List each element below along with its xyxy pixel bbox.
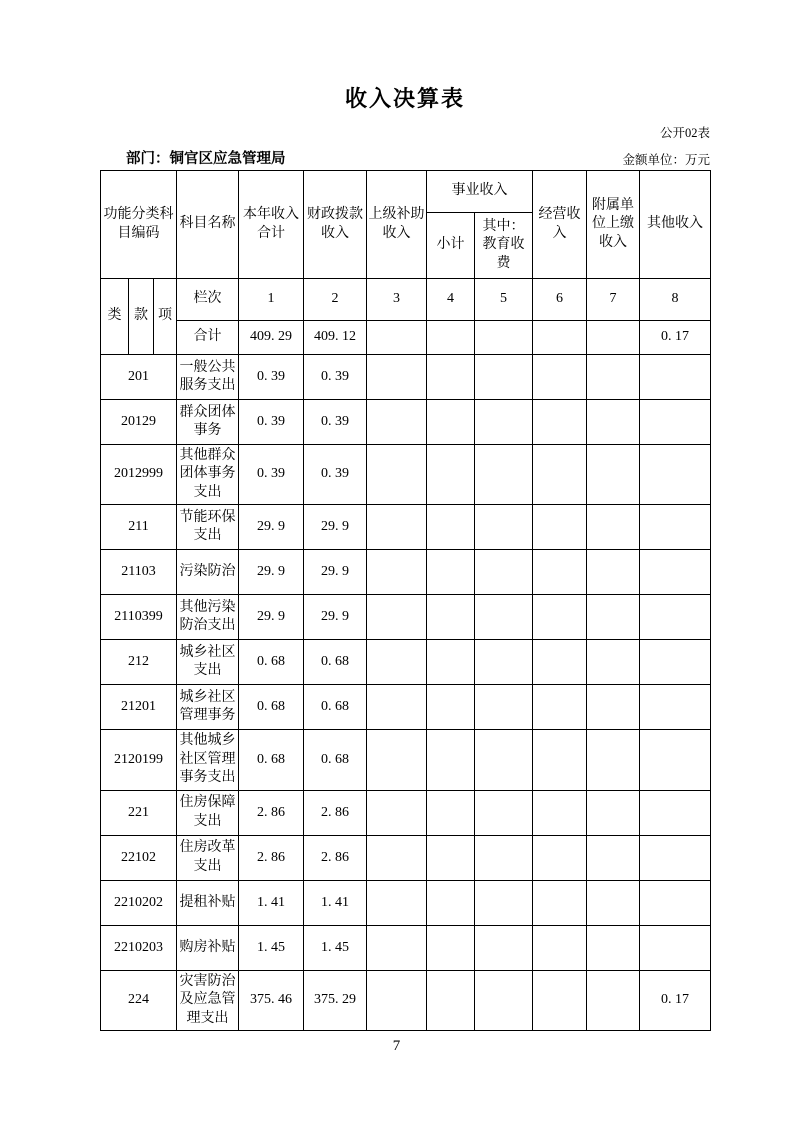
value-cell xyxy=(587,595,640,640)
lanci-number: 5 xyxy=(475,279,533,321)
function-code-cell: 2012999 xyxy=(101,445,177,505)
value-cell xyxy=(367,685,427,730)
value-cell: 0. 39 xyxy=(239,355,304,400)
value-cell xyxy=(475,595,533,640)
value-cell: 29. 9 xyxy=(304,505,367,550)
value-cell: 29. 9 xyxy=(239,595,304,640)
value-cell xyxy=(475,400,533,445)
value-cell xyxy=(427,400,475,445)
lanci-number: 7 xyxy=(587,279,640,321)
value-cell xyxy=(640,880,711,925)
total-value: 0. 17 xyxy=(640,321,711,355)
total-value xyxy=(475,321,533,355)
value-cell xyxy=(367,790,427,835)
total-value xyxy=(587,321,640,355)
col-header-superior-subsidy: 上级补助收入 xyxy=(367,171,427,279)
value-cell xyxy=(533,790,587,835)
value-cell xyxy=(640,505,711,550)
value-cell: 0. 68 xyxy=(304,685,367,730)
col-header-fiscal-appropriation: 财政拨款收入 xyxy=(304,171,367,279)
subject-name-cell: 城乡社区管理事务 xyxy=(177,685,239,730)
value-cell: 0. 68 xyxy=(304,640,367,685)
value-cell xyxy=(367,445,427,505)
value-cell xyxy=(427,445,475,505)
table-row xyxy=(101,400,711,445)
col-header-year-income-total: 本年收入合计 xyxy=(239,171,304,279)
function-code-cell: 224 xyxy=(101,970,177,1030)
value-cell: 0. 39 xyxy=(239,400,304,445)
table-row xyxy=(101,925,711,970)
value-cell xyxy=(587,550,640,595)
value-cell: 2. 86 xyxy=(239,835,304,880)
value-cell xyxy=(533,445,587,505)
value-cell xyxy=(640,550,711,595)
total-value xyxy=(427,321,475,355)
value-cell xyxy=(427,925,475,970)
value-cell xyxy=(640,355,711,400)
meta-line xyxy=(100,147,710,168)
value-cell: 29. 9 xyxy=(304,550,367,595)
subject-name-cell: 其他群众团体事务支出 xyxy=(177,445,239,505)
header-row-1 xyxy=(101,171,711,213)
table-body xyxy=(101,279,711,1031)
value-cell xyxy=(475,685,533,730)
value-cell xyxy=(587,685,640,730)
table-row xyxy=(101,445,711,505)
value-cell xyxy=(587,925,640,970)
total-value xyxy=(533,321,587,355)
subject-name-cell: 其他污染防治支出 xyxy=(177,595,239,640)
value-cell: 29. 9 xyxy=(239,505,304,550)
value-cell: 0. 39 xyxy=(304,355,367,400)
function-code-cell: 22102 xyxy=(101,835,177,880)
function-code-cell: 221 xyxy=(101,790,177,835)
value-cell xyxy=(367,505,427,550)
value-cell xyxy=(367,355,427,400)
lanci-row xyxy=(101,279,711,321)
value-cell xyxy=(475,355,533,400)
function-code-cell: 201 xyxy=(101,355,177,400)
value-cell xyxy=(640,685,711,730)
value-cell: 1. 45 xyxy=(304,925,367,970)
value-cell: 29. 9 xyxy=(304,595,367,640)
value-cell xyxy=(367,730,427,790)
value-cell xyxy=(475,640,533,685)
value-cell xyxy=(367,640,427,685)
value-cell: 0. 68 xyxy=(239,730,304,790)
value-cell xyxy=(640,640,711,685)
table-row xyxy=(101,835,711,880)
value-cell: 1. 45 xyxy=(239,925,304,970)
subject-name-cell: 灾害防治及应急管理支出 xyxy=(177,970,239,1030)
value-cell xyxy=(475,550,533,595)
value-cell xyxy=(427,835,475,880)
subject-name-cell: 住房改革支出 xyxy=(177,835,239,880)
table-row xyxy=(101,730,711,790)
value-cell xyxy=(427,595,475,640)
value-cell xyxy=(640,790,711,835)
col-header-business-edu-fee: 其中：教育收费 xyxy=(475,213,533,279)
value-cell xyxy=(640,595,711,640)
value-cell xyxy=(475,730,533,790)
function-code-cell: 21201 xyxy=(101,685,177,730)
value-cell xyxy=(427,790,475,835)
total-label: 合计 xyxy=(177,321,239,355)
function-code-cell: 2110399 xyxy=(101,595,177,640)
value-cell xyxy=(640,925,711,970)
value-cell xyxy=(587,505,640,550)
document-content xyxy=(100,0,710,1031)
table-header xyxy=(101,171,711,279)
value-cell xyxy=(475,880,533,925)
value-cell xyxy=(427,505,475,550)
value-cell xyxy=(587,355,640,400)
lanci-number: 4 xyxy=(427,279,475,321)
value-cell: 1. 41 xyxy=(304,880,367,925)
income-final-accounts-table xyxy=(100,170,711,1031)
value-cell xyxy=(427,685,475,730)
value-cell: 29. 9 xyxy=(239,550,304,595)
subject-name-cell: 节能环保支出 xyxy=(177,505,239,550)
func-sub-section: 款 xyxy=(129,279,154,355)
lanci-number: 1 xyxy=(239,279,304,321)
value-cell xyxy=(587,640,640,685)
table-row xyxy=(101,640,711,685)
lanci-number: 8 xyxy=(640,279,711,321)
function-code-cell: 2210203 xyxy=(101,925,177,970)
function-code-cell: 21103 xyxy=(101,550,177,595)
subject-name-cell: 群众团体事务 xyxy=(177,400,239,445)
value-cell: 375. 29 xyxy=(304,970,367,1030)
value-cell: 0. 68 xyxy=(239,685,304,730)
value-cell xyxy=(587,835,640,880)
value-cell xyxy=(533,550,587,595)
department-label: 部门：铜官区应急管理局 xyxy=(126,151,286,167)
col-header-func-code: 功能分类科目编码 xyxy=(101,171,177,279)
value-cell xyxy=(475,835,533,880)
total-value: 409. 12 xyxy=(304,321,367,355)
lanci-number: 6 xyxy=(533,279,587,321)
subject-name-cell: 城乡社区支出 xyxy=(177,640,239,685)
page-title: 收入决算表 xyxy=(344,86,465,111)
value-cell xyxy=(640,835,711,880)
col-header-affiliated-remit: 附属单位上缴收入 xyxy=(587,171,640,279)
total-value: 409. 29 xyxy=(239,321,304,355)
lanci-number: 3 xyxy=(367,279,427,321)
value-cell: 1. 41 xyxy=(239,880,304,925)
table-code-label: 公开02表 xyxy=(659,126,710,140)
lanci-label: 栏次 xyxy=(177,279,239,321)
function-code-cell: 211 xyxy=(101,505,177,550)
col-header-subject-name: 科目名称 xyxy=(177,171,239,279)
table-row xyxy=(101,685,711,730)
subject-name-cell: 购房补贴 xyxy=(177,925,239,970)
table-row xyxy=(101,790,711,835)
value-cell xyxy=(587,400,640,445)
value-cell xyxy=(640,445,711,505)
func-sub-item: 项 xyxy=(154,279,177,355)
value-cell: 2. 86 xyxy=(304,835,367,880)
value-cell: 2. 86 xyxy=(239,790,304,835)
subject-name-cell: 其他城乡社区管理事务支出 xyxy=(177,730,239,790)
value-cell xyxy=(533,685,587,730)
col-header-other-income: 其他收入 xyxy=(640,171,711,279)
value-cell xyxy=(427,970,475,1030)
function-code-cell: 20129 xyxy=(101,400,177,445)
table-row xyxy=(101,595,711,640)
value-cell xyxy=(367,400,427,445)
value-cell xyxy=(367,595,427,640)
value-cell xyxy=(587,730,640,790)
total-value xyxy=(367,321,427,355)
col-header-business-subtotal: 小计 xyxy=(427,213,475,279)
value-cell xyxy=(533,355,587,400)
page-number: 7 xyxy=(392,1038,401,1054)
value-cell xyxy=(475,505,533,550)
subject-name-cell: 一般公共服务支出 xyxy=(177,355,239,400)
subject-name-cell: 污染防治 xyxy=(177,550,239,595)
value-cell xyxy=(640,730,711,790)
function-code-cell: 2120199 xyxy=(101,730,177,790)
value-cell xyxy=(587,880,640,925)
table-row xyxy=(101,355,711,400)
value-cell xyxy=(587,790,640,835)
value-cell xyxy=(427,640,475,685)
value-cell: 0. 39 xyxy=(239,445,304,505)
value-cell xyxy=(587,970,640,1030)
value-cell: 0. 68 xyxy=(239,640,304,685)
value-cell xyxy=(533,880,587,925)
function-code-cell: 212 xyxy=(101,640,177,685)
total-row xyxy=(101,321,711,355)
function-code-cell: 2210202 xyxy=(101,880,177,925)
value-cell xyxy=(475,790,533,835)
value-cell xyxy=(367,925,427,970)
value-cell xyxy=(640,400,711,445)
value-cell: 0. 68 xyxy=(304,730,367,790)
value-cell: 2. 86 xyxy=(304,790,367,835)
value-cell xyxy=(475,925,533,970)
table-row xyxy=(101,550,711,595)
value-cell xyxy=(427,880,475,925)
col-header-business-income-group: 事业收入 xyxy=(427,171,533,213)
lanci-number: 2 xyxy=(304,279,367,321)
value-cell xyxy=(587,445,640,505)
func-sub-class: 类 xyxy=(101,279,129,355)
value-cell xyxy=(533,925,587,970)
col-header-operating-income: 经营收入 xyxy=(533,171,587,279)
amount-unit-label: 金额单位：万元 xyxy=(622,153,710,167)
subject-name-cell: 提租补贴 xyxy=(177,880,239,925)
value-cell xyxy=(367,835,427,880)
value-cell: 0. 39 xyxy=(304,400,367,445)
value-cell: 375. 46 xyxy=(239,970,304,1030)
value-cell xyxy=(475,970,533,1030)
value-cell xyxy=(475,445,533,505)
value-cell xyxy=(367,880,427,925)
value-cell: 0. 39 xyxy=(304,445,367,505)
value-cell xyxy=(533,400,587,445)
table-row xyxy=(101,505,711,550)
table-row xyxy=(101,880,711,925)
value-cell xyxy=(367,550,427,595)
value-cell xyxy=(427,550,475,595)
value-cell xyxy=(533,505,587,550)
table-row xyxy=(101,970,711,1030)
value-cell xyxy=(533,640,587,685)
value-cell xyxy=(533,730,587,790)
value-cell: 0. 17 xyxy=(640,970,711,1030)
value-cell xyxy=(533,835,587,880)
value-cell xyxy=(367,970,427,1030)
value-cell xyxy=(427,355,475,400)
value-cell xyxy=(533,970,587,1030)
value-cell xyxy=(533,595,587,640)
value-cell xyxy=(427,730,475,790)
subject-name-cell: 住房保障支出 xyxy=(177,790,239,835)
